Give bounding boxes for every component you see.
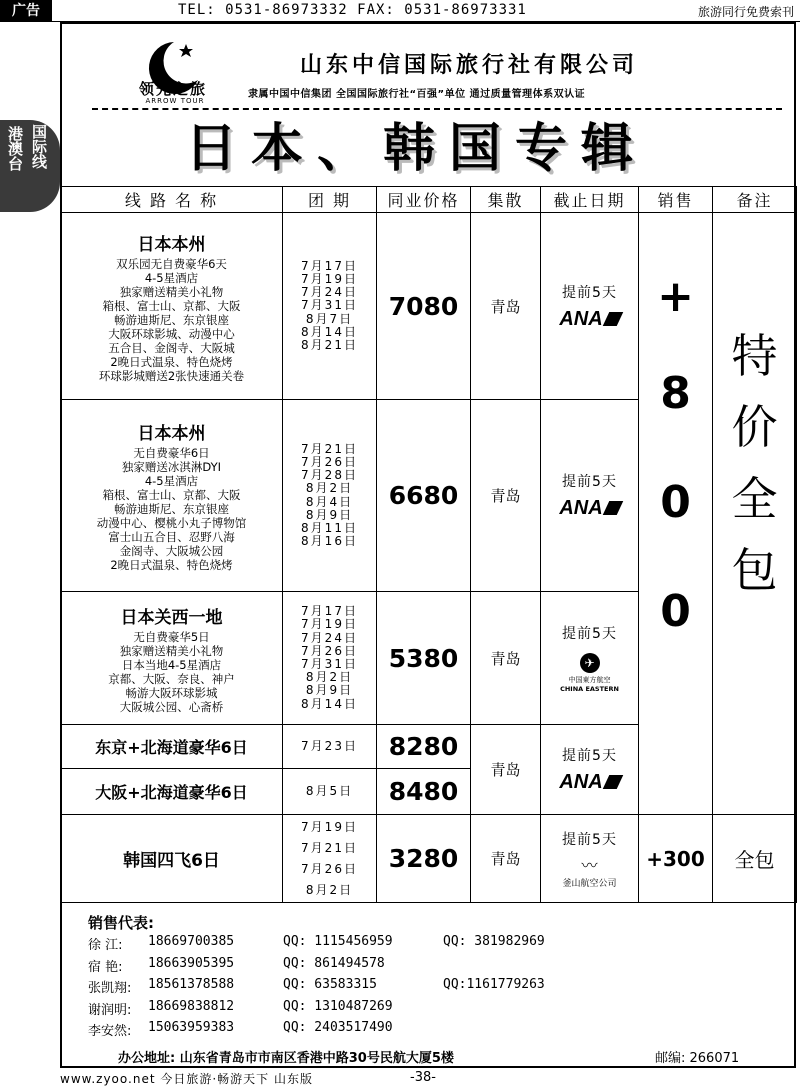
route-line: 箱根、富士山、京都、大阪 xyxy=(102,298,241,313)
list-item xyxy=(88,934,545,956)
deadline-text: 提前5天 xyxy=(562,748,617,764)
tour-date: 8月11日 xyxy=(301,520,358,535)
deadline-cell xyxy=(541,592,639,725)
tour-date: 8月14日 xyxy=(301,696,358,711)
table-row xyxy=(61,815,797,903)
ana-slash-icon xyxy=(602,775,623,789)
tour-date: 7月24日 xyxy=(301,630,358,645)
price-cell: 8280 xyxy=(377,725,471,769)
tour-date: 8月2日 xyxy=(305,882,354,897)
route-line: 大阪环球影城、动漫中心 xyxy=(108,326,235,341)
tour-date: 7月19日 xyxy=(301,617,358,632)
ana-logo-icon xyxy=(541,771,638,794)
tour-date: 7月24日 xyxy=(301,285,358,300)
header-gather: 集散 xyxy=(471,187,541,213)
rep-qq: QQ: 63583315 xyxy=(283,977,377,992)
tour-date: 8月9日 xyxy=(305,683,354,698)
page-number: -38- xyxy=(410,1070,436,1085)
tour-date: 8月7日 xyxy=(305,311,354,326)
route-line: 无自费豪华5日 xyxy=(133,629,210,644)
rep-phone: 18669838812 xyxy=(148,998,235,1014)
tour-date: 7月28日 xyxy=(301,468,358,483)
route-cell xyxy=(61,400,283,592)
rep-name: 徐 江: xyxy=(88,938,123,953)
dates-cell xyxy=(283,592,377,725)
divider xyxy=(92,108,782,110)
tour-date: 7月19日 xyxy=(301,271,358,286)
sales-char: + xyxy=(657,270,694,322)
tour-date: 7月21日 xyxy=(301,840,358,855)
deadline-text: 提前5天 xyxy=(562,474,617,490)
contact-line: TEL: 0531-86973332 FAX: 0531-86973331 xyxy=(178,2,527,18)
route-line: 双乐园无自费豪华6天 xyxy=(116,256,227,271)
tour-date: 7月19日 xyxy=(301,819,358,834)
rep-phone: 18669700385 xyxy=(148,934,235,949)
route-line: 日本当地4-5星酒店 xyxy=(121,657,222,672)
route-cell xyxy=(61,213,283,400)
sales-reps-title: 销售代表: xyxy=(88,914,154,932)
company-name: 山东中信国际旅行社有限公司 xyxy=(300,52,639,78)
route-name: 日本本州 xyxy=(137,234,206,255)
gather-cell: 青岛 xyxy=(471,725,541,815)
route-name: 韩国四飞6日 xyxy=(61,815,283,903)
deadline-text: 提前5天 xyxy=(562,284,617,301)
note-cell: 全包 xyxy=(713,815,797,903)
tour-date: 7月31日 xyxy=(301,657,358,671)
route-line: 4-5星酒店 xyxy=(144,474,199,488)
footer-line: www.zyoo.net 今日旅游·畅游天下 山东版 xyxy=(60,1072,313,1086)
airline-name: ANA xyxy=(559,771,603,793)
air-busan-logo-icon: 〰 xyxy=(581,855,598,875)
route-name: 日本本州 xyxy=(137,424,206,444)
free-index-label: 旅游同行免费索刊 xyxy=(697,5,794,19)
route-line: 五合目、金阁寺、大阪城 xyxy=(108,340,235,355)
tour-date: 7月31日 xyxy=(301,298,358,313)
rep-name: 宿 艳: xyxy=(88,959,123,975)
gather-cell: 青岛 xyxy=(471,400,541,592)
ad-tag: 广告 xyxy=(0,0,52,22)
route-line: 独家赠送冰淇淋DYI xyxy=(121,460,222,474)
route-name: 大阪+北海道豪华6日 xyxy=(61,769,283,815)
tour-date: 7月26日 xyxy=(301,643,358,658)
route-line: 大阪城公园、心斋桥 xyxy=(119,699,224,714)
side-tab-col2: 国际线 xyxy=(30,124,48,169)
tour-date: 8月5日 xyxy=(283,769,377,815)
rep-name: 谢润明: xyxy=(88,1002,132,1018)
table-row xyxy=(61,213,797,400)
side-tab xyxy=(0,120,60,212)
route-line: 4-5星酒店 xyxy=(144,270,199,285)
ana-slash-icon xyxy=(602,501,623,515)
dates-cell xyxy=(283,815,377,903)
header-dates: 团 期 xyxy=(283,187,377,213)
tour-date: 8月2日 xyxy=(305,481,354,496)
note-char: 全 xyxy=(731,471,778,526)
tour-date: 8月9日 xyxy=(305,507,354,522)
tour-date: 7月23日 xyxy=(283,725,377,769)
rep-qq: QQ: 1310487269 xyxy=(283,998,393,1014)
tour-date: 8月2日 xyxy=(305,670,354,685)
dates-cell xyxy=(283,213,377,400)
airline-name-cn: 中国東方航空 xyxy=(568,676,611,684)
list-item xyxy=(88,1020,545,1042)
list-item xyxy=(88,977,545,999)
tour-date: 8月21日 xyxy=(301,338,358,352)
list-item xyxy=(88,999,545,1021)
deadline-cell xyxy=(541,213,639,400)
route-name: 东京+北海道豪华6日 xyxy=(61,725,283,769)
sales-merged-cell xyxy=(639,213,713,815)
price-cell: 8480 xyxy=(377,769,471,815)
rep-qq2: QQ: 381982969 xyxy=(443,934,545,949)
price-cell: 3280 xyxy=(377,815,471,903)
route-line: 动漫中心、樱桃小丸子博物馆 xyxy=(96,516,247,530)
route-line: 箱根、富士山、京都、大阪 xyxy=(102,488,241,502)
table-header-row xyxy=(61,187,797,213)
sales-reps-list xyxy=(88,934,545,1042)
tour-date: 8月14日 xyxy=(301,324,358,339)
price-cell: 7080 xyxy=(377,213,471,400)
postcode: 邮编: 266071 xyxy=(655,1051,740,1066)
rep-phone: 18561378588 xyxy=(148,977,235,992)
route-line: 独家赠送精美小礼物 xyxy=(119,284,224,299)
route-line: 无自费豪华6日 xyxy=(133,446,210,460)
rep-qq2: QQ:1161779263 xyxy=(443,977,545,992)
ana-logo-icon xyxy=(541,497,638,520)
airline-name: ANA xyxy=(559,307,603,330)
route-line: 畅游迪斯尼、东京银座 xyxy=(114,502,229,516)
gather-cell: 青岛 xyxy=(471,815,541,903)
page-title: 日本、韩国专辑 xyxy=(184,118,647,179)
tour-date: 7月17日 xyxy=(301,604,358,619)
logo-name: 领先之旅 xyxy=(138,80,207,98)
route-line: 富士山五合目、忍野八海 xyxy=(108,530,235,544)
office-address: 办公地址: 山东省青岛市市南区香港中路30号民航大厦5楼 xyxy=(118,1051,454,1066)
rep-name: 张凯翔: xyxy=(88,981,132,996)
header-route: 线 路 名 称 xyxy=(61,187,283,213)
route-line: 环球影城赠送2张快速通关卷 xyxy=(98,368,245,383)
price-cell: 5380 xyxy=(377,592,471,725)
deadline-cell xyxy=(541,815,639,903)
route-line: 金阁寺、大阪城公园 xyxy=(119,544,224,558)
side-tab-col1: 港澳台 xyxy=(6,126,24,171)
rep-qq: QQ: 861494578 xyxy=(283,955,385,971)
deadline-text: 提前5天 xyxy=(562,831,617,848)
airline-name-en: CHINA EASTERN xyxy=(560,685,619,693)
header-note: 备注 xyxy=(713,187,797,213)
company-tagline: 隶属中国中信集团 全国国际旅行社“百强”单位 通过质量管理体系双认证 xyxy=(248,89,586,100)
ana-slash-icon xyxy=(602,312,623,326)
list-item xyxy=(88,956,545,978)
route-line: 2晚日式温泉、特色烧烤 xyxy=(110,354,233,369)
note-char: 包 xyxy=(731,542,778,597)
route-line: 畅游大阪环球影城 xyxy=(125,685,218,700)
rep-phone: 18663905395 xyxy=(148,955,235,971)
tour-date: 8月4日 xyxy=(305,494,354,509)
airline-name: ANA xyxy=(559,497,603,519)
sales-char: 8 xyxy=(660,367,691,419)
deadline-cell xyxy=(541,725,639,815)
header-deadline: 截止日期 xyxy=(541,187,639,213)
tour-date: 7月21日 xyxy=(301,441,358,456)
note-char: 特 xyxy=(731,328,778,383)
header-price: 同业价格 xyxy=(377,187,471,213)
rep-phone: 15063959383 xyxy=(148,1020,235,1035)
gather-cell: 青岛 xyxy=(471,592,541,725)
note-char: 价 xyxy=(731,400,778,455)
route-table xyxy=(60,186,797,903)
route-line: 京都、大阪、奈良、神户 xyxy=(108,671,235,686)
ana-logo-icon xyxy=(541,308,638,331)
route-cell xyxy=(61,592,283,725)
rep-qq: QQ: 1115456959 xyxy=(283,934,393,949)
china-eastern-logo-icon: ✈ xyxy=(580,653,600,673)
route-line: 畅游迪斯尼、东京银座 xyxy=(114,312,229,327)
tour-date: 8月16日 xyxy=(301,534,358,549)
rep-qq: QQ: 2403517490 xyxy=(283,1020,393,1035)
route-name: 日本关西一地 xyxy=(120,607,223,628)
header-sales: 销售 xyxy=(639,187,713,213)
airline-name-cn: 釜山航空公司 xyxy=(562,878,617,889)
rep-name: 李安然: xyxy=(88,1024,132,1039)
deadline-cell xyxy=(541,400,639,592)
gather-cell: 青岛 xyxy=(471,213,541,400)
tour-date: 7月17日 xyxy=(301,258,358,273)
tour-date: 7月26日 xyxy=(301,861,358,876)
dates-cell xyxy=(283,400,377,592)
sales-char: 0 xyxy=(660,476,691,528)
sales-char: 0 xyxy=(660,585,691,637)
tour-date: 7月26日 xyxy=(301,454,358,469)
price-cell: 6680 xyxy=(377,400,471,592)
logo-sub: ARROW TOUR xyxy=(145,97,205,105)
deadline-text: 提前5天 xyxy=(562,626,617,642)
route-line: 2晚日式温泉、特色烧烤 xyxy=(110,558,233,572)
route-line: 独家赠送精美小礼物 xyxy=(119,643,224,658)
note-merged-cell xyxy=(713,213,797,815)
sales-cell: +300 xyxy=(639,815,713,903)
